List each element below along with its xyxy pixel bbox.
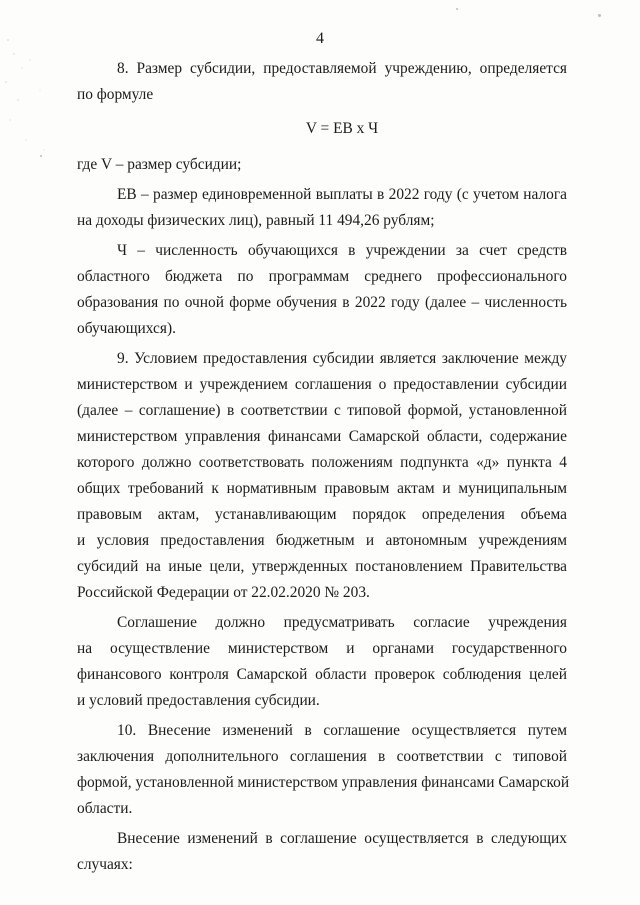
scan-speck xyxy=(598,14,601,17)
text-line: министерством управления финансами Самарской области, содержание xyxy=(77,428,567,445)
definition-eb xyxy=(77,182,567,234)
text-line: правовым актам, устанавливающим порядок определения объема xyxy=(77,506,567,523)
paragraph-8 xyxy=(77,56,567,108)
text-line: на доходы физических лиц), равный 11 494,26 рублям; xyxy=(77,212,435,229)
text-line: и условия предоставления бюджетным и автономным учреждениям xyxy=(77,532,567,549)
text-line: Ч – численность обучающихся в учреждении за счет средств xyxy=(117,242,567,259)
document-body xyxy=(77,56,570,878)
text-line: 10. Внесение изменений в соглашение осуществляется путем xyxy=(117,722,567,739)
text-line: министерством и учреждением соглашения о предоставлении субсидии xyxy=(77,376,567,393)
text-line: областного бюджета по программам среднего профессионального xyxy=(77,268,567,285)
text-line: Российской Федерации от 22.02.2020 № 203. xyxy=(77,584,370,601)
text-line: формой, установленной министерством управления финансами Самарской xyxy=(77,774,570,791)
text-line: финансового контроля Самарской области проверок соблюдения целей xyxy=(77,666,567,683)
paragraph-10 xyxy=(77,718,570,822)
scan-speck xyxy=(456,8,458,10)
agreement-paragraph xyxy=(77,610,567,714)
text-line: образования по очной форме обучения в 2022 году (далее – численность xyxy=(77,294,567,311)
page-number: 4 xyxy=(316,30,324,47)
text-line: Соглашение должно предусматривать согласие учреждения xyxy=(117,614,567,631)
text-line: области. xyxy=(77,800,133,817)
scan-speck xyxy=(40,155,42,157)
text-line: по формуле xyxy=(77,86,154,103)
text-line: ЕВ – размер единовременной выплаты в 2022 году (с учетом налога xyxy=(117,186,567,203)
text-line: и условий предоставления субсидии. xyxy=(77,692,320,709)
text-line: (далее – соглашение) в соответствии с типовой формой, установленной xyxy=(77,402,567,419)
text-line: случаях: xyxy=(77,856,133,873)
text-line: обучающихся). xyxy=(77,320,176,337)
text-line: заключения дополнительного соглашения в соответствии с типовой xyxy=(77,748,567,765)
text-line: Внесение изменений в соглашение осуществляется в следующих xyxy=(117,830,567,847)
paragraph-9 xyxy=(77,346,567,606)
text-line: общих требований к нормативным правовым актам и муниципальным xyxy=(77,480,567,497)
changes-paragraph xyxy=(77,826,567,878)
text-line: 8. Размер субсидии, предоставляемой учреждению, определяется xyxy=(117,60,567,77)
text-line: где V – размер субсидии; xyxy=(77,156,242,173)
definition-ch xyxy=(77,238,567,342)
formula: V = ЕВ х Ч xyxy=(305,120,379,137)
text-line: которого должно соответствовать положениям подпункта «д» пункта 4 xyxy=(77,454,567,471)
text-line: на осуществление министерством и органами государственного xyxy=(77,640,567,657)
text-line: 9. Условием предоставления субсидии является заключение между xyxy=(117,350,567,367)
text-line: субсидий на иные цели, утвержденных постановлением Правительства xyxy=(77,558,567,575)
